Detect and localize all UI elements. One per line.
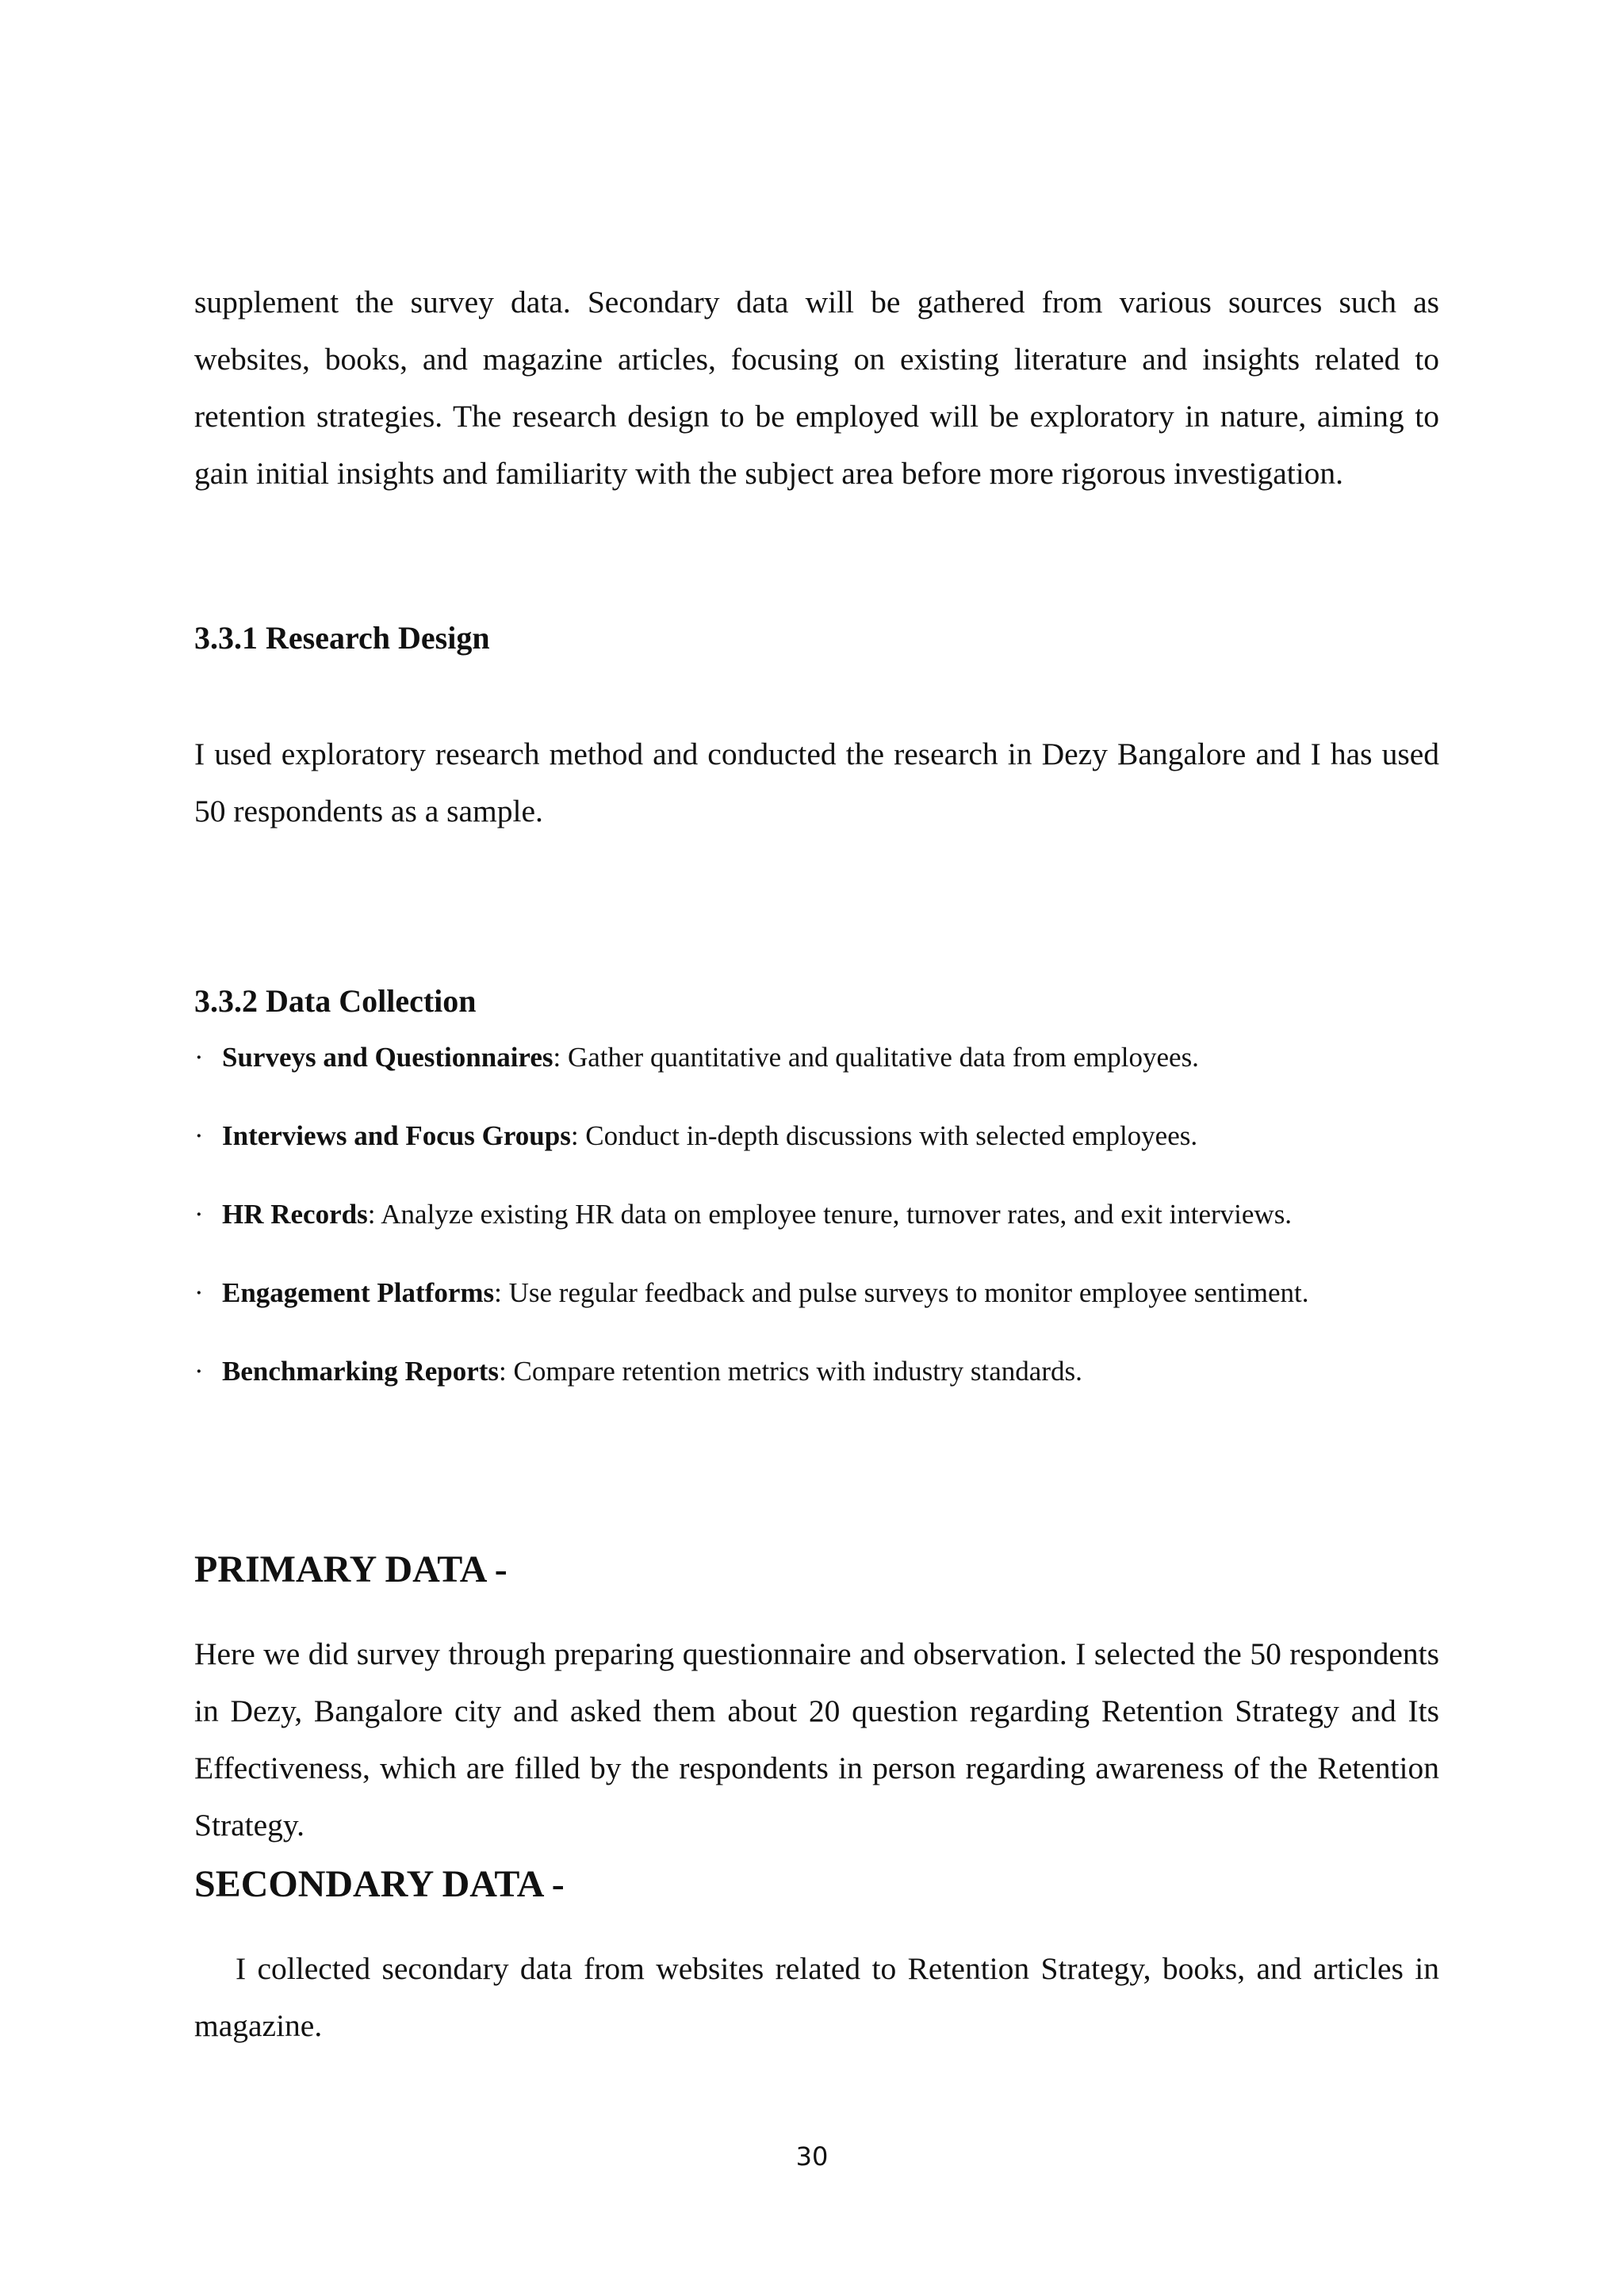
secondary-data-paragraph: I collected secondary data from websites related to Retention Strategy, books, and articles in magazine.	[194, 1951, 1439, 2043]
list-item-desc: : Gather quantitative and qualitative data from employees.	[553, 1042, 1199, 1073]
list-item-desc: : Compare retention metrics with industry standards.	[499, 1356, 1082, 1387]
primary-data-heading: PRIMARY DATA -	[194, 1548, 508, 1590]
list-item-term: Interviews and Focus Groups	[222, 1120, 571, 1151]
page-number: 30	[795, 2141, 829, 2172]
bullet-icon: ·	[194, 1277, 204, 1308]
list-item-term: HR Records	[222, 1199, 368, 1230]
list-item-desc: : Use regular feedback and pulse surveys to monitor employee sentiment.	[494, 1277, 1309, 1308]
list-item	[194, 1276, 1439, 1311]
bullet-icon: ·	[194, 1120, 204, 1151]
bullet-icon: ·	[194, 1356, 204, 1387]
bullet-icon: ·	[194, 1042, 204, 1073]
bullet-icon: ·	[194, 1199, 204, 1230]
list-item-desc: : Conduct in-depth discussions with selected employees.	[570, 1120, 1198, 1151]
list-item	[194, 1040, 1439, 1075]
list-item	[194, 1197, 1439, 1232]
research-design-paragraph: I used exploratory research method and conducted the research in Dezy Bangalore and I has used 50 respondents as a sample.	[194, 737, 1439, 828]
list-item	[194, 1119, 1439, 1154]
secondary-data-heading: SECONDARY DATA -	[194, 1863, 565, 1905]
list-item	[194, 1354, 1439, 1389]
list-item-term: Engagement Platforms	[222, 1277, 495, 1308]
data-collection-list	[194, 1040, 1439, 1433]
intro-paragraph: supplement the survey data. Secondary data will be gathered from various sources such as websites, books, and magazine articles, focusing on existing literature and insights related to retention strategies. The research design to be employed will be exploratory in nature, aiming to gain initial insights and familiarity with the subject area before more rigorous investigation.	[194, 285, 1439, 491]
list-item-term: Benchmarking Reports	[222, 1356, 500, 1387]
primary-data-paragraph: Here we did survey through preparing questionnaire and observation. I selected the 50 respondents in Dezy, Bangalore city and asked them about 20 question regarding Retention Strategy and Its Effectiveness, which are filled by the respondents in person regarding awareness of the Retention Strategy.	[194, 1636, 1439, 1843]
list-item-desc: : Analyze existing HR data on employee tenure, turnover rates, and exit interviews.	[367, 1199, 1293, 1230]
research-design-heading: 3.3.1 Research Design	[194, 620, 490, 656]
list-item-term: Surveys and Questionnaires	[222, 1042, 553, 1073]
data-collection-heading: 3.3.2 Data Collection	[194, 983, 477, 1019]
